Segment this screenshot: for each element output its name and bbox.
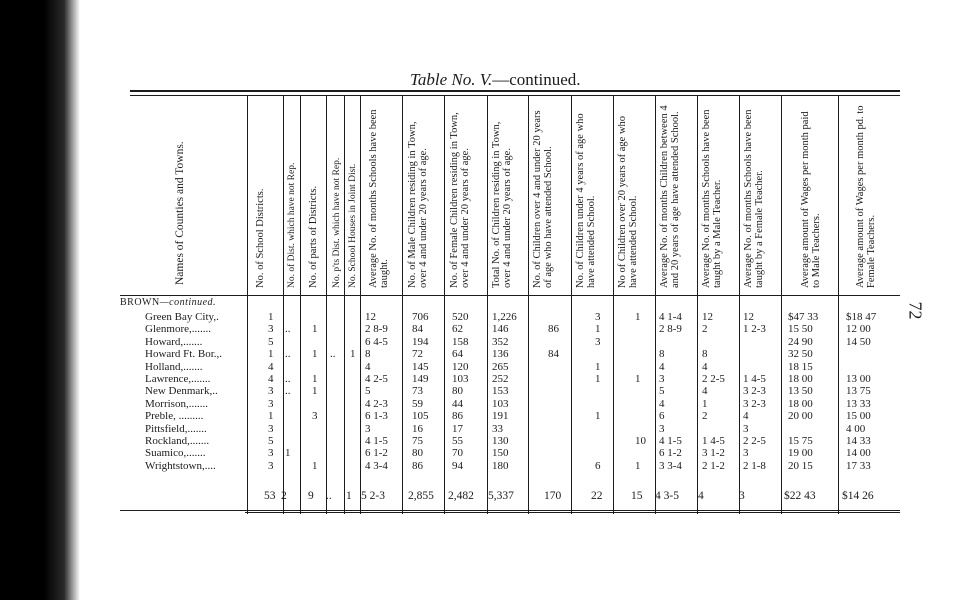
table-cell-c6: 12	[365, 311, 376, 323]
table-cell-c17: 14 33	[846, 435, 871, 447]
table-cell-c6: 4	[365, 360, 371, 373]
table-cell-c8: 520	[452, 311, 469, 323]
table-cell-c6: 6 1-3	[365, 410, 388, 423]
table-cell-c15: 2 1-8	[743, 459, 766, 472]
table-cell-c14: 1 4-5	[702, 435, 725, 447]
table-cell-c17: 15 00	[846, 410, 871, 423]
table-cell-c9: 352	[492, 335, 509, 348]
column-divider	[283, 96, 284, 514]
table-cell-c9: 153	[492, 385, 509, 398]
table-cell-c12: 1	[635, 373, 641, 385]
header-wages-female: Average amount of Wages per month pd. to Female Teachers.	[855, 105, 877, 288]
table-cell-c7: 706	[412, 311, 429, 323]
table-cell-c11: 1	[595, 360, 601, 373]
table-cell-c11: 3	[595, 335, 601, 348]
table-cell-c1: 3	[268, 422, 274, 435]
total-cell-c3: 9	[308, 490, 314, 502]
total-cell-c11: 22	[591, 490, 603, 502]
total-cell-c7: 2,855	[408, 490, 434, 502]
county-suffix: —continued.	[159, 297, 217, 308]
table-cell-c15: 12	[743, 311, 754, 323]
total-cell-c13: 4 3-5	[655, 490, 679, 502]
table-cell-c10: 86	[548, 323, 559, 336]
table-cell-c7: 75	[412, 435, 423, 447]
table-cell-c16: 13 50	[788, 385, 813, 398]
table-cell-c8: 70	[452, 447, 463, 460]
table-cell-c16: 24 90	[788, 335, 813, 348]
table-title-italic: Table No. V.	[410, 70, 493, 89]
table-cell-c11: 3	[595, 311, 601, 323]
table-cell-c9: 1,226	[492, 311, 517, 323]
table-cell-c8: 17	[452, 422, 463, 435]
table-cell-c13: 3 3-4	[659, 459, 682, 472]
table-cell-c17: 13 75	[846, 385, 871, 398]
table-cell-c7: 145	[412, 360, 429, 373]
table-cell-c3: 1	[312, 373, 318, 385]
table-cell-c7: 80	[412, 447, 423, 460]
table-cell-c9: 265	[492, 360, 509, 373]
table-cell-c9: 146	[492, 323, 509, 336]
table-cell-c6: 8	[365, 348, 371, 361]
table-cell-c6: 4 3-4	[365, 459, 388, 472]
table-cell-c3: 1	[312, 323, 318, 336]
table-cell-c15: 1 2-3	[743, 323, 766, 336]
table-cell-c7: 84	[412, 323, 423, 336]
table-cell-c15: 3 2-3	[743, 385, 766, 398]
header-parts-of-districts: No. of parts of Districts.	[308, 185, 319, 288]
total-cell-c14: 4	[698, 490, 704, 502]
table-cell-c5: 1	[350, 348, 356, 361]
table-cell-c6: 6 4-5	[365, 335, 388, 348]
table-cell-c8: 64	[452, 348, 463, 361]
table-cell-c2: ..	[285, 348, 291, 361]
table-cell-c1: 4	[268, 373, 274, 385]
table-cell-c15: 1 4-5	[743, 373, 766, 385]
table-cell-c13: 6	[659, 410, 665, 423]
table-cell-c13: 4 1-5	[659, 435, 682, 447]
column-divider	[344, 96, 345, 514]
table-cell-c1: 1	[268, 311, 274, 323]
table-cell-c13: 4	[659, 360, 665, 373]
header-male-children: No. of Male Children residing in Town, over 4 and under 20 years of age.	[407, 121, 429, 288]
table-cell-c6: 4 2-5	[365, 373, 388, 385]
table-cell-c13: 4	[659, 397, 665, 410]
total-cell-c17: $14 26	[842, 490, 874, 502]
table-cell-c16: 15 50	[788, 323, 813, 336]
table-cell-c7: 16	[412, 422, 423, 435]
table-cell-c15: 3 2-3	[743, 397, 766, 410]
total-cell-c16: $22 43	[784, 490, 816, 502]
total-cell-c15: 3	[739, 490, 745, 502]
table-cell-c7: 59	[412, 397, 423, 410]
table-cell-c14: 2	[702, 323, 708, 336]
table-cell-c6: 4 2-3	[365, 397, 388, 410]
table-cell-c3: 1	[312, 348, 318, 361]
table-cell-c3: 1	[312, 385, 318, 398]
town-name: New Denmark,..	[145, 385, 218, 398]
table-cell-c3: 1	[312, 459, 318, 472]
table-cell-c8: 103	[452, 373, 469, 385]
table-cell-c16: 19 00	[788, 447, 813, 460]
table-cell-c14: 8	[702, 348, 708, 361]
table-cell-c8: 62	[452, 323, 463, 336]
table-cell-c17: 14 00	[846, 447, 871, 460]
column-divider	[697, 96, 698, 514]
county-name	[120, 297, 216, 308]
header-children-attended: No. of Children over 4 and under 20 years of age who have attended School.	[532, 110, 554, 288]
total-cell-c8: 2,482	[448, 490, 474, 502]
column-divider	[528, 96, 529, 514]
table-cell-c16: $47 33	[788, 311, 819, 323]
column-divider	[655, 96, 656, 514]
table-cell-c12: 1	[635, 459, 641, 472]
table-cell-c17: 12 00	[846, 323, 871, 336]
total-cell-c6: 5 2-3	[361, 490, 385, 502]
table-cell-c17: 13 33	[846, 397, 871, 410]
total-cell-c5: 1	[346, 490, 352, 502]
table-cell-c16: 15 75	[788, 435, 813, 447]
table-cell-c1: 3	[268, 397, 274, 410]
column-divider	[326, 96, 327, 514]
table-cell-c15: 4	[743, 410, 749, 423]
table-cell-c1: 4	[268, 360, 274, 373]
table-cell-c2: 1	[285, 447, 291, 460]
page-binding-shadow	[0, 0, 80, 600]
town-name: Howard Ft. Bor.,.	[145, 348, 222, 361]
table-cell-c14: 3 1-2	[702, 447, 725, 460]
table-cell-c3: 3	[312, 410, 318, 423]
table-cell-c4: ..	[330, 348, 336, 361]
table-cell-c17: $18 47	[846, 311, 877, 323]
total-cell-c12: 15	[631, 490, 643, 502]
header-avg-months-taught: Average No. of months Schools have been taught.	[368, 109, 390, 288]
table-cell-c1: 5	[268, 335, 274, 348]
column-divider	[781, 96, 782, 514]
column-divider	[838, 96, 839, 514]
total-cell-c4: ..	[326, 490, 332, 502]
table-cell-c2: ..	[285, 323, 291, 336]
header-months-female-teacher: Average No. of months Schools have been taught by a Female Teacher.	[743, 109, 765, 288]
town-name: Holland,.......	[145, 360, 203, 373]
table-cell-c14: 4	[702, 385, 708, 398]
table-cell-c13: 3	[659, 422, 665, 435]
table-cell-c14: 4	[702, 360, 708, 373]
table-cell-c7: 149	[412, 373, 429, 385]
table-cell-c14: 1	[702, 397, 708, 410]
table-cell-c16: 20 15	[788, 459, 813, 472]
table-cell-c15: 3	[743, 447, 749, 460]
table-cell-c16: 32 50	[788, 348, 813, 361]
town-name: Green Bay City,.	[145, 311, 219, 323]
table-cell-c10: 84	[548, 348, 559, 361]
table-cell-c9: 136	[492, 348, 509, 361]
header-under-four-attended: No. of Children under 4 years of age who have attended School.	[575, 113, 597, 288]
town-name: Suamico,.......	[145, 447, 206, 460]
table-cell-c6: 2 8-9	[365, 323, 388, 336]
table-cell-c8: 158	[452, 335, 469, 348]
table-cell-c1: 1	[268, 348, 274, 361]
town-name: Howard,.......	[145, 335, 203, 348]
table-cell-c7: 73	[412, 385, 423, 398]
table-cell-c9: 252	[492, 373, 509, 385]
table-cell-c13: 2 8-9	[659, 323, 682, 336]
header-total-children: Total No. of Children residing in Town, over 4 and under 20 years of age.	[491, 121, 513, 288]
town-name: Rockland,.......	[145, 435, 210, 447]
table-cell-c9: 191	[492, 410, 509, 423]
town-name: Preble, .........	[145, 410, 204, 423]
table-cell-c9: 130	[492, 435, 509, 447]
column-divider	[613, 96, 614, 514]
table-cell-c17: 14 50	[846, 335, 871, 348]
town-name: Lawrence,.......	[145, 373, 211, 385]
table-cell-c7: 86	[412, 459, 423, 472]
table-cell-c6: 3	[365, 422, 371, 435]
top-rule	[130, 90, 900, 92]
header-school-houses-joint: No. School Houses in Joint Dist.	[348, 163, 358, 288]
table-cell-c11: 1	[595, 323, 601, 336]
header-rule	[120, 295, 900, 296]
table-cell-c17: 13 00	[846, 373, 871, 385]
county-label: BROWN	[120, 297, 160, 308]
table-cell-c17: 4 00	[846, 422, 866, 435]
table-cell-c1: 5	[268, 435, 274, 447]
table-title-rest: —continued.	[492, 70, 581, 89]
table-cell-c8: 55	[452, 435, 463, 447]
total-cell-c1: 53	[264, 490, 276, 502]
column-divider	[300, 96, 301, 514]
table-cell-c7: 194	[412, 335, 429, 348]
page-number: 72	[905, 301, 926, 320]
table-cell-c7: 72	[412, 348, 423, 361]
town-name: Wrightstown,....	[145, 459, 216, 472]
table-cell-c13: 4 1-4	[659, 311, 682, 323]
column-divider	[739, 96, 740, 514]
table-cell-c6: 6 1-2	[365, 447, 388, 460]
table-cell-c12: 1	[635, 311, 641, 323]
table-cell-c16: 18 00	[788, 397, 813, 410]
table-cell-c8: 44	[452, 397, 463, 410]
table-cell-c9: 180	[492, 459, 509, 472]
table-cell-c13: 8	[659, 348, 665, 361]
table-cell-c9: 33	[492, 422, 503, 435]
table-cell-c8: 80	[452, 385, 463, 398]
table-cell-c15: 2 2-5	[743, 435, 766, 447]
total-cell-c9: 5,337	[488, 490, 514, 502]
table-cell-c8: 86	[452, 410, 463, 423]
header-wages-male: Average amount of Wages per month paid to Male Teachers.	[800, 111, 822, 288]
town-name: Glenmore,.......	[145, 323, 211, 336]
table-cell-c14: 2 2-5	[702, 373, 725, 385]
table-cell-c1: 3	[268, 323, 274, 336]
header-school-districts: No. of School Districts.	[255, 188, 266, 288]
header-female-children: No. of Female Children residing in Town, over 4 and under 20 years of age.	[449, 112, 471, 288]
table-cell-c8: 120	[452, 360, 469, 373]
table-cell-c1: 3	[268, 459, 274, 472]
table-title	[410, 70, 581, 90]
table-cell-c12: 10	[635, 435, 646, 447]
town-name: Pittsfield,.......	[145, 422, 207, 435]
total-cell-c2: 2	[281, 490, 287, 502]
header-months-male-teacher: Average No. of months Schools have been taught by a Male Teacher.	[701, 109, 723, 288]
table-cell-c14: 12	[702, 311, 713, 323]
column-divider	[571, 96, 572, 514]
table-cell-c7: 105	[412, 410, 429, 423]
town-name: Morrison,.......	[145, 397, 208, 410]
table-cell-c17: 17 33	[846, 459, 871, 472]
column-divider	[402, 96, 403, 514]
totals-rule	[120, 510, 900, 511]
header-over-twenty-attended: No of Children over 20 years of age who have attended School.	[617, 115, 639, 288]
column-divider	[247, 96, 248, 514]
column-divider	[487, 96, 488, 514]
table-cell-c11: 1	[595, 373, 601, 385]
table-cell-c2: ..	[285, 385, 291, 398]
table-cell-c16: 18 00	[788, 373, 813, 385]
table-cell-c13: 3	[659, 373, 665, 385]
table-cell-c6: 4 1-5	[365, 435, 388, 447]
header-names-of-towns: Names of Counties and Towns.	[174, 141, 186, 285]
column-divider	[444, 96, 445, 514]
column-divider	[360, 96, 361, 514]
table-cell-c16: 18 15	[788, 360, 813, 373]
table-cell-c14: 2 1-2	[702, 459, 725, 472]
table-cell-c9: 103	[492, 397, 509, 410]
table-cell-c6: 5	[365, 385, 371, 398]
header-parts-not-rep: No. p'ts Dist. which have not Rep.	[332, 157, 342, 288]
table-cell-c1: 3	[268, 447, 274, 460]
header-dist-not-rep: No. of Dist. which have not Rep.	[287, 162, 297, 288]
table-cell-c13: 6 1-2	[659, 447, 682, 460]
table-cell-c1: 3	[268, 385, 274, 398]
table-cell-c11: 6	[595, 459, 601, 472]
table-cell-c13: 5	[659, 385, 665, 398]
total-cell-c10: 170	[544, 490, 562, 502]
table-cell-c9: 150	[492, 447, 509, 460]
top-rule-double	[130, 95, 900, 96]
table-cell-c16: 20 00	[788, 410, 813, 423]
table-cell-c15: 3	[743, 422, 749, 435]
table-cell-c11: 1	[595, 410, 601, 423]
table-cell-c8: 94	[452, 459, 463, 472]
table-cell-c14: 2	[702, 410, 708, 423]
header-avg-months-attended: Average No. of months Children between 4 and 20 years of age have attended School.	[659, 105, 681, 288]
table-cell-c2: ..	[285, 373, 291, 385]
table-cell-c1: 1	[268, 410, 274, 423]
